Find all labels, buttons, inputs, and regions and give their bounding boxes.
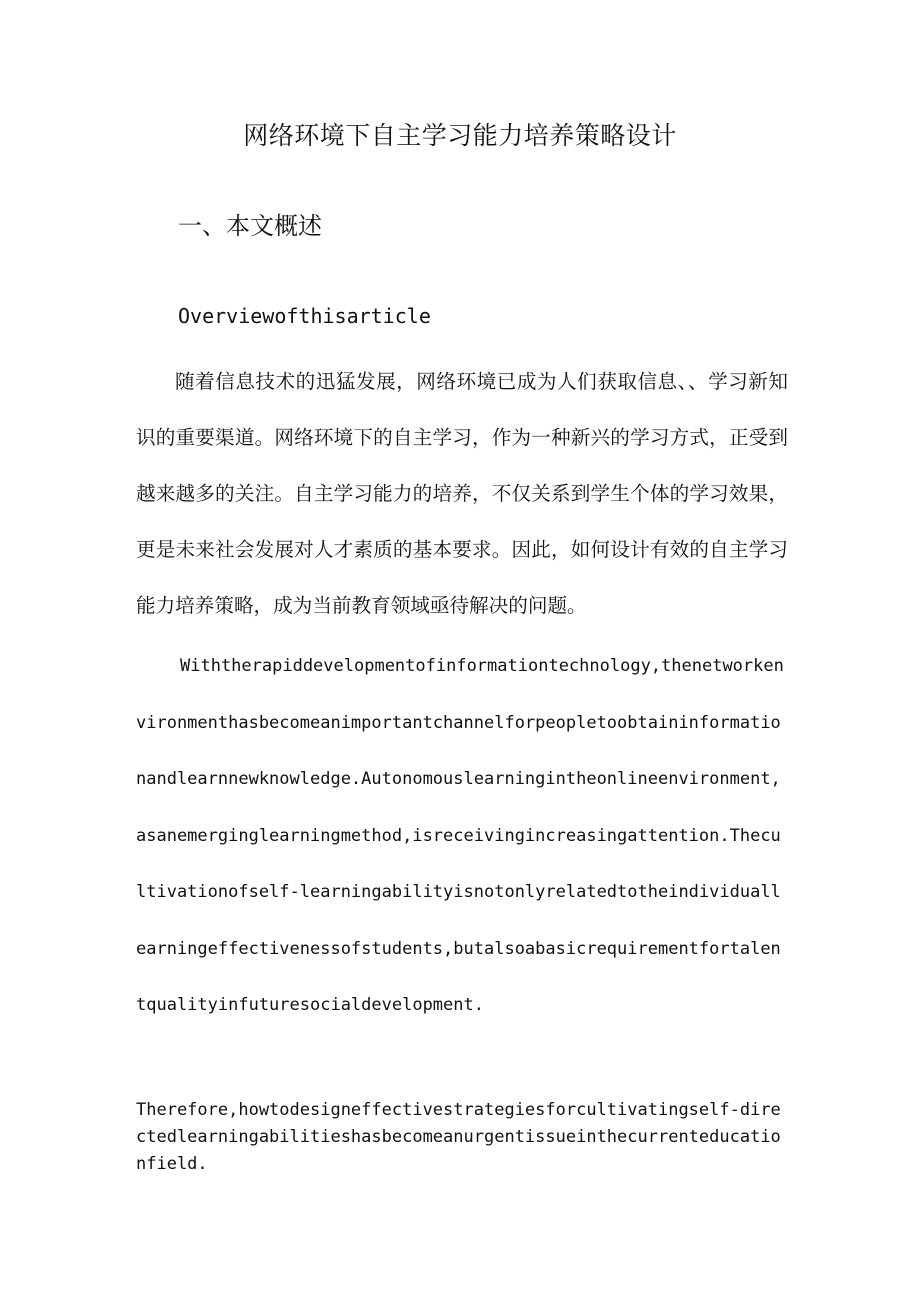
section-subheading-en: Overviewofthisarticle bbox=[178, 304, 431, 328]
paragraph-english-2: Therefore,howtodesigneffectivestrategiesforcultivatingself-directedlearningabilitieshasbecomeanurgentissueinthecurrenteducationfield. bbox=[136, 1100, 781, 1174]
paragraph-chinese: 随着信息技术的迅猛发展，网络环境已成为人们获取信息、、学习新知识的重要渠道。网络环境下的自主学习，作为一种新兴的学习方式，正受到越来越多的关注。自主学习能力的培养，不仅关系到学生个体的学习效果，更是未来社会发展对人才素质的基本要求。因此，如何设计有效的自主学习能力培养策略，成为当前教育领域亟待解决的问题。 bbox=[136, 370, 788, 617]
section-heading: 一、本文概述 bbox=[178, 212, 322, 240]
document-title: 网络环境下自主学习能力培养策略设计 bbox=[243, 121, 677, 150]
paragraph-english-1: Withtherapiddevelopmentofinformationtechnology,thenetworkenvironmenthasbecomeanimportantchannelforpeopletoobtaininformationandlearnnewknowledge.Autonomouslearningintheonlineenvironment,asanemerginglearningmethod,isreceivingincreasingattention.Thecultivationofself-learningabilityisnotonlyrelatedtotheindividuallearningeffectivenessofstudents,butalsoabasicrequirementfortalentqualityinfuturesocialdevelopment. bbox=[136, 656, 784, 1015]
